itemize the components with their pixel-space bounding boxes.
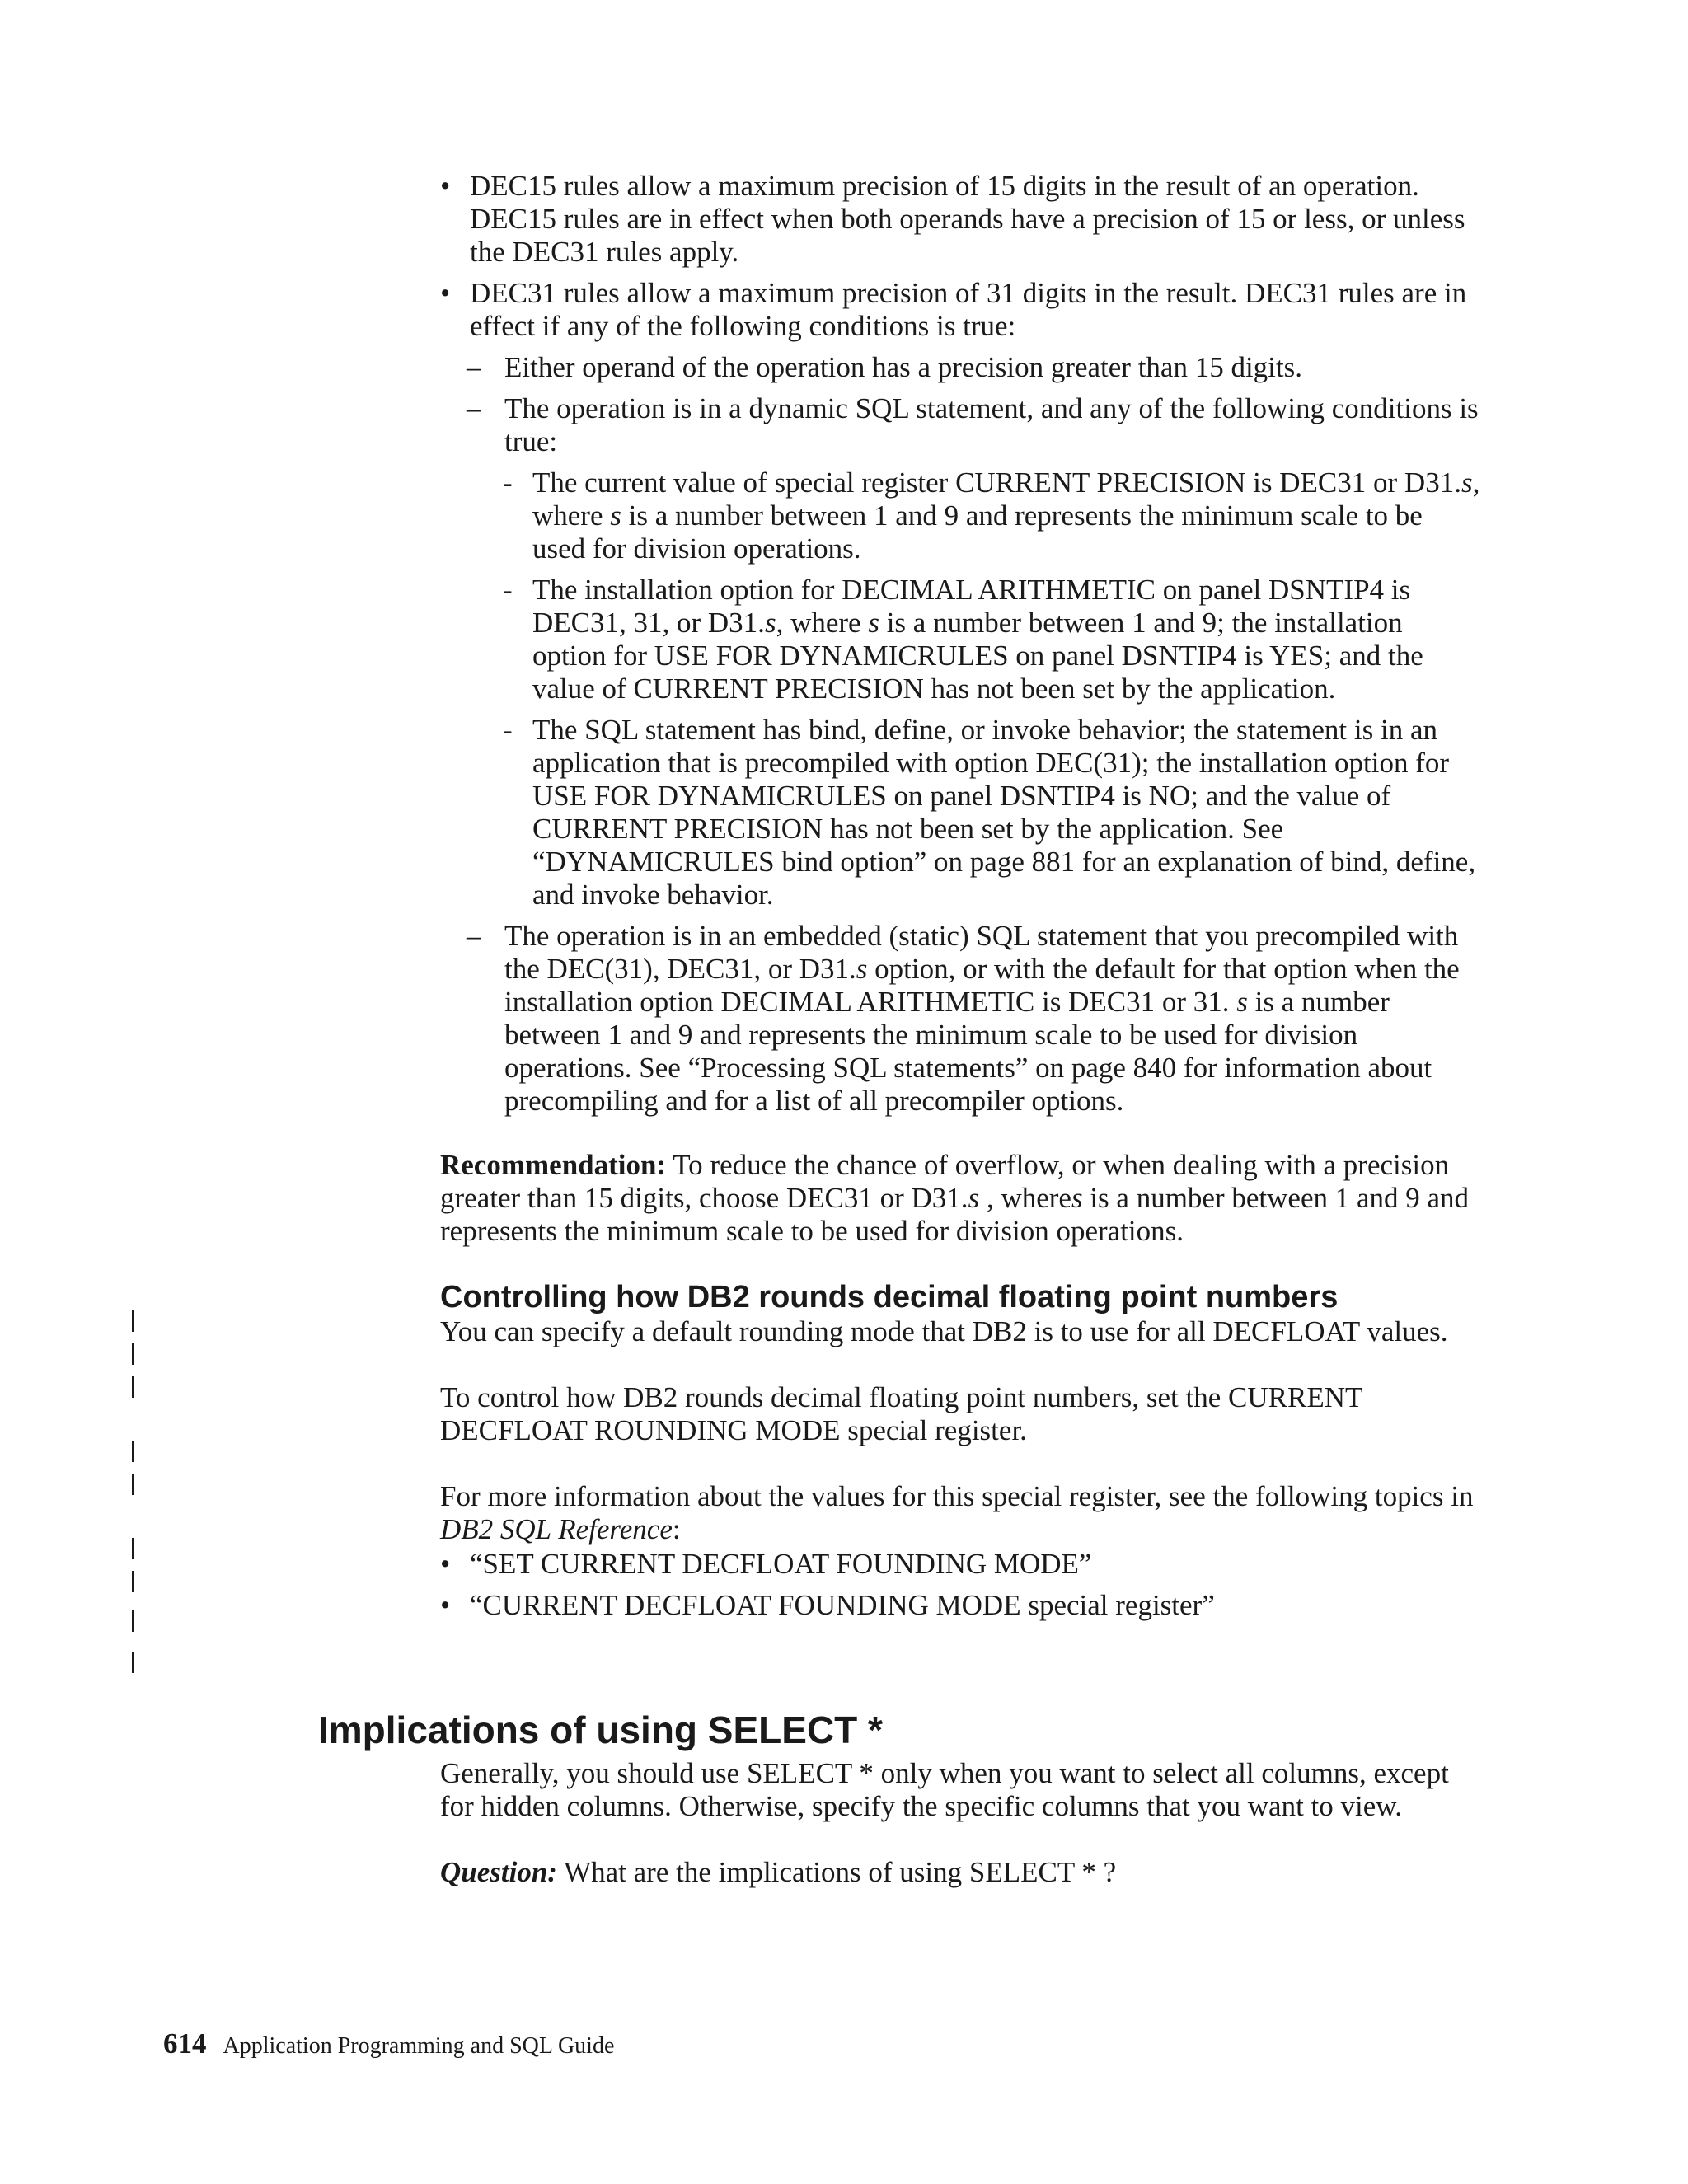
list-item [440, 714, 1480, 912]
section-heading: Implications of using SELECT * [318, 1708, 883, 1751]
italic-variable: s [1071, 1182, 1083, 1214]
change-bar [132, 1376, 134, 1398]
text-run: The installation option for DECIMAL ARITHMETIC on panel DSNTIP4 is DEC31, 31, or D31. [532, 574, 1411, 639]
dash-marker: – [467, 351, 481, 383]
list-item [440, 466, 1480, 565]
paragraph: Generally, you should use SELECT * only when you want to select all columns, except for hidden columns. Otherwise, specify the specific columns that you want to view. [440, 1757, 1449, 1822]
list-item [440, 392, 1480, 458]
page-number: 614 [163, 2027, 207, 2060]
list-item-text [532, 574, 1423, 705]
text-run: The operation is in an embedded (static) SQL statement that you precompiled with the DEC(31), DEC31, or D31. [504, 920, 1459, 985]
recommendation-label: Recommendation: [440, 1149, 667, 1181]
list-item [440, 351, 1480, 384]
italic-variable: s [968, 1182, 980, 1214]
text-run: , where [532, 466, 1480, 532]
hyphen-marker: - [503, 466, 513, 499]
bullet-marker: • [440, 170, 451, 202]
list-item-text [504, 920, 1460, 1117]
paragraph [440, 1480, 1480, 1546]
list-item [440, 574, 1480, 705]
bullet-marker: • [440, 277, 451, 309]
text-run: is a number between 1 and 9; the installation option for USE FOR DYNAMICRULES on panel DSNTIP4 is YES; and the value of CURRENT PRECISION has not been set by the application. [532, 607, 1423, 705]
question-paragraph [440, 1856, 1480, 1889]
list-item [440, 920, 1480, 1118]
italic-variable: s [1236, 986, 1248, 1018]
select-section-content [440, 1757, 1480, 1889]
text-run: What are the implications of using SELECT * ? [556, 1856, 1117, 1888]
list-item-text: “SET CURRENT DECFLOAT FOUNDING MODE” [470, 1548, 1092, 1580]
change-bar [132, 1538, 134, 1559]
change-bar [132, 1610, 134, 1632]
change-bar [132, 1343, 134, 1365]
list-item [440, 170, 1480, 269]
main-content [440, 170, 1480, 1630]
bullet-marker: • [440, 1548, 451, 1580]
list-item [440, 1589, 1480, 1622]
text-run: , where [776, 607, 869, 639]
dash-marker: – [467, 920, 481, 952]
italic-variable: s [868, 607, 879, 639]
change-bar [132, 1441, 134, 1462]
list-item-text: Either operand of the operation has a precision greater than 15 digits. [504, 351, 1303, 383]
paragraph: You can specify a default rounding mode that DB2 is to use for all DECFLOAT values. [440, 1315, 1448, 1347]
section-heading: Controlling how DB2 rounds decimal floating point numbers [440, 1280, 1339, 1315]
italic-variable: s [1461, 466, 1473, 499]
text-run: option, or with the default for that option when the installation option DECIMAL ARITHMETIC is DEC31 or 31. [504, 953, 1460, 1018]
list-item [440, 1548, 1480, 1581]
change-bar [132, 1310, 134, 1332]
text-run: The current value of special register CURRENT PRECISION is DEC31 or D31. [532, 466, 1461, 499]
text-run: To reduce the chance of overflow, or when dealing with a precision greater than 15 digits, choose DEC31 or D31. [440, 1149, 1450, 1214]
hyphen-marker: - [503, 714, 513, 746]
question-label: Question: [440, 1856, 557, 1888]
list-item [440, 277, 1480, 343]
hyphen-marker: - [503, 574, 513, 606]
list-item-text: The SQL statement has bind, define, or invoke behavior; the statement is in an application that is precompiled with option DEC(31); the installation option for USE FOR DYNAMICRULES on panel DSNTIP4 is NO; and the value of CURRENT PRECISION has not been set by the application. See “DYNAMICRULES bind option” on page 881 for an explanation of bind, define, and invoke behavior. [532, 714, 1476, 911]
change-bar [132, 1652, 134, 1673]
dash-marker: – [467, 392, 481, 424]
change-bar [132, 1571, 134, 1592]
text-run: : [672, 1513, 681, 1545]
list-item-text: The operation is in a dynamic SQL statement, and any of the following conditions is true: [504, 392, 1479, 457]
italic-variable: s [764, 607, 776, 639]
text-run: is a number between 1 and 9 and represents the minimum scale to be used for division operations. [532, 499, 1423, 565]
list-item-text: DEC15 rules allow a maximum precision of 15 digits in the result of an operation. DEC15 rules are in effect when both operands have a precision of 15 or less, or unless the DEC31 rules apply. [470, 170, 1465, 268]
bullet-marker: • [440, 1589, 451, 1621]
book-title: Application Programming and SQL Guide [223, 2033, 615, 2059]
text-run: , where [979, 1182, 1071, 1214]
list-item-text [532, 466, 1479, 565]
text-run: For more information about the values for this special register, see the following topics in [440, 1480, 1474, 1512]
italic-variable: s [856, 953, 868, 985]
list-item-text: DEC31 rules allow a maximum precision of 31 digits in the result. DEC31 rules are in effect if any of the following conditions is true: [470, 277, 1467, 342]
text-run: is a number between 1 and 9 and represents the minimum scale to be used for division operations. See “Processing SQL statements” on page 840 for information about precompiling and for a list of all precompiler options. [504, 986, 1432, 1117]
italic-variable: s [610, 499, 621, 532]
change-bar [132, 1474, 134, 1495]
book-reference: DB2 SQL Reference [440, 1513, 673, 1545]
text-run: is a number between 1 and 9 and represents the minimum scale to be used for division operations. [440, 1182, 1470, 1247]
page-footer [163, 2027, 614, 2060]
paragraph: To control how DB2 rounds decimal floating point numbers, set the CURRENT DECFLOAT ROUNDING MODE special register. [440, 1381, 1362, 1446]
list-item-text: “CURRENT DECFLOAT FOUNDING MODE special register” [470, 1589, 1215, 1621]
recommendation-paragraph [440, 1149, 1480, 1248]
